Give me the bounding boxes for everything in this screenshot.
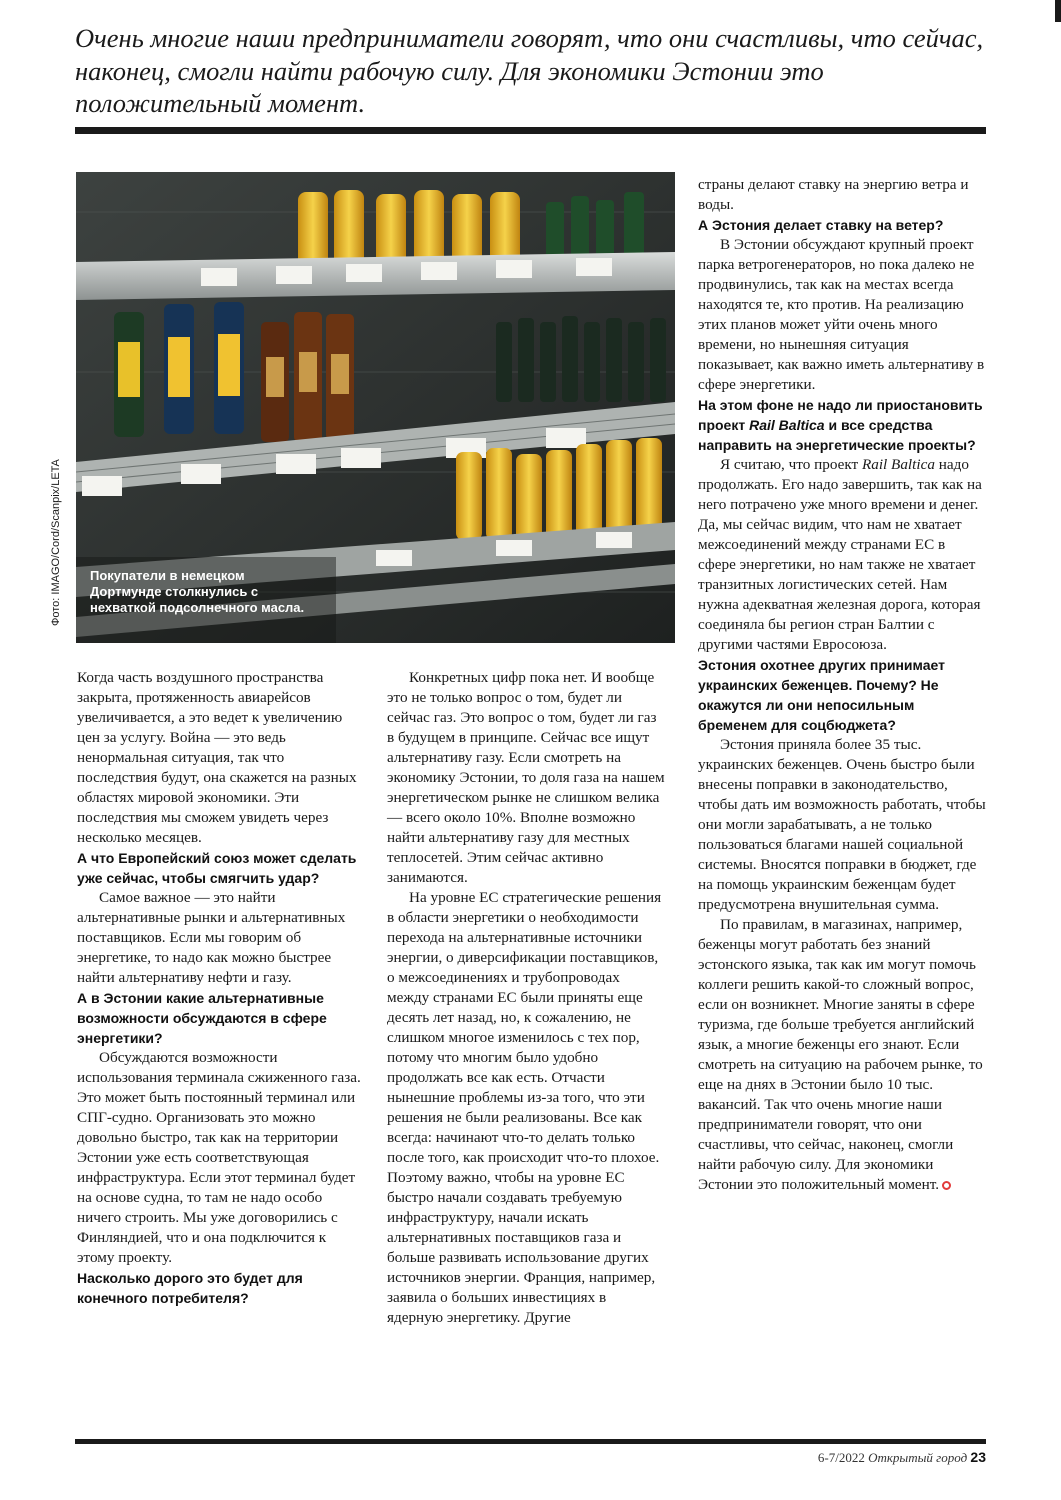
paragraph: В Эстонии обсуждают крупный проект парка ветрогенераторов, но пока далеко не продвинулись, так как на местах всегда находятся те, кто против. На реализацию этих планов может уйти очень много времени, но нынешняя ситуация показывает, как важно иметь альтернативу в сфере энергетики.	[698, 236, 985, 393]
interview-question: А Эстония делает ставку на ветер?	[698, 217, 944, 233]
paragraph: Самое важное — это найти альтернативные рынки и альтернативных поставщиков. Если мы говорим об энергетике, то надо как можно быстрее найти альтернативу нефти и газу.	[77, 889, 346, 986]
paragraph: Когда часть воздушного пространства закрыта, протяженность авиарейсов увеличивается, а это ведет к увеличению цен за услугу. Война — это ведь ненормальная ситуация, так что последствия будут, она скажется на разных областях мировой экономики. Эти последствия мы сможем увидеть через несколько месяцев.	[77, 669, 357, 846]
pull-quote: Очень многие наши предприниматели говорят, что они счастливы, что сейчас, наконец, смогли найти рабочую силу. Для экономики Эстонии это положительный момент.	[75, 23, 984, 118]
corner-bar	[1055, 0, 1061, 22]
paragraph: Обсуждаются возможности использования терминала сжиженного газа. Это может быть постоянный терминал или СПГ-судно. Организовать это можно довольно быстро, так как на территории Эстонии уже есть соответствующая инфраструктура. Если этот терминал будет на основе судна, то там не надо особо ничего строить. Мы уже договорились с Финляндией, что и она подключится к этому проекту.	[77, 1049, 361, 1266]
issue-number: 6-7/2022	[817, 1450, 865, 1465]
column-2	[387, 668, 665, 1328]
paragraph: По правилам, в магазинах, например, беженцы могут работать без знаний эстонского языка, так как им могут помочь коллеги решить какой-то сложный вопрос, если он возникнет. Многие заняты в сфере туризма, где больше требуется английский язык, а многие беженцы его знают. Если смотреть на ситуацию на рабочем рынке, то еще на днях в Эстонии было 10 тыс. вакансий. Так что очень многие наши предприниматели говорят, что они счастливы, что сейчас, наконец, смогли найти рабочую силу. Для экономики Эстонии это положительный момент.	[698, 916, 983, 1193]
photo-caption: Покупатели в немецком Дортмунде столкнулись с нехваткой подсолнечного масла.	[90, 568, 305, 615]
page-footer	[818, 1449, 986, 1466]
paragraph: Эстония приняла более 35 тыс. украинских беженцев. Очень быстро были внесены поправки в законодательство, чтобы дать им возможность работать, чтобы они могли зарабатывать, а не только пользоваться благами нашей социальной системы. Вносятся поправки в бюджет, где на помощь украинским беженцам будет предусмотрена внушительная сумма.	[698, 736, 986, 913]
photo-credit: Фото: IMAGO/Cord/Scanpix/LETA	[50, 459, 62, 626]
interview-question: А в Эстонии какие альтернативные возможности обсуждаются в сфере энергетики?	[77, 990, 327, 1046]
paragraph: страны делают ставку на энергию ветра и воды.	[698, 176, 969, 213]
interview-question: Эстония охотнее других принимает украинских беженцев. Почему? Не окажутся ли они непосильным бременем для соцбюджета?	[698, 657, 945, 733]
interview-question: А что Европейский союз может сделать уже сейчас, чтобы смягчить удар?	[77, 850, 357, 886]
magazine-name: Открытый город	[868, 1450, 968, 1465]
interview-question: На этом фоне не надо ли приостановить проект Rail Baltica и все средства направить на энергетические проекты?	[698, 397, 983, 453]
page-number: 23	[970, 1449, 986, 1465]
column-1	[77, 668, 367, 1308]
footer-rule	[75, 1439, 986, 1444]
paragraph: Конкретных цифр пока нет. И вообще это не только вопрос о том, будет ли сейчас газ. Это вопрос о том, будет ли газ в будущем в принципе. Сейчас все ищут альтернативу газу. Если смотреть на экономику Эстонии, то доля газа на нашем энергетическом рынке не слишком велика — всего около 10%. Вполне возможно найти альтернативу газу для местных теплосетей. Этим сейчас активно занимаются.	[387, 669, 665, 886]
header-rule	[75, 127, 986, 134]
paragraph: На уровне ЕС стратегические решения в области энергетики о необходимости перехода на альтернативные источники энергии, о диверсификации поставщиков, о межсоединениях и трубопроводах между странами ЕС были приняты еще десять лет назад, но, к сожалению, не слишком многое изменилось с тех пор, потому что многим было удобно продолжать все как есть. Отчасти нынешние проблемы из-за того, что эти решения не были реализованы. Все как всегда: начинают что-то делать только после того, как происходит что-то плохое. Поэтому важно, чтобы на уровне ЕС быстро начали создавать требуемую инфраструктуру, начали искать альтернативных поставщиков газа и больше развивать использование других источников энергии. Франция, например, заявила о больших инвестициях в ядерную энергетику. Другие	[387, 889, 662, 1326]
column-3	[698, 175, 986, 1195]
supermarket-shelves-photo	[76, 172, 675, 643]
interview-question: Насколько дорого это будет для конечного потребителя?	[77, 1270, 303, 1306]
paragraph: Я считаю, что проект Rail Baltica надо продолжать. Его надо завершить, так как на него потрачено уже много времени и денег. Да, мы сейчас видим, что нам не хватает межсоединений между странами ЕС в сфере энергетики, но нам также не хватает транзитных логистических сетей. Нам нужна адекватная железная дорога, которая соединяла бы регион стран Балтии с другими частями Евросоюза.	[698, 456, 982, 653]
end-mark-icon	[942, 1181, 951, 1190]
